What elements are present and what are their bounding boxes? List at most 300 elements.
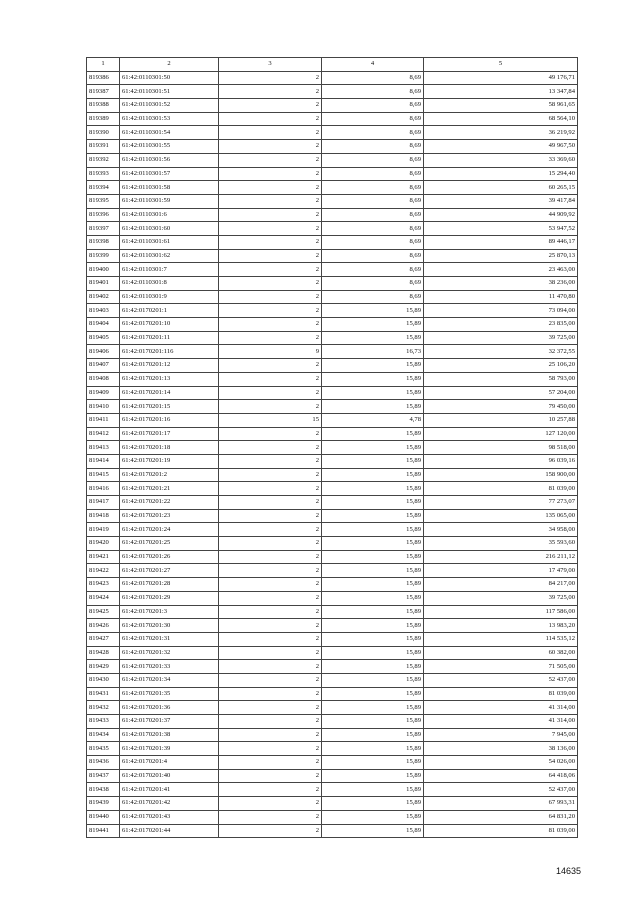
table-cell: 61:42:0110301:53 <box>120 112 219 126</box>
table-cell: 61:42:0110301:59 <box>120 194 219 208</box>
table-cell: 39 725,00 <box>424 591 578 605</box>
table-cell: 819419 <box>87 523 120 537</box>
table-cell: 61:42:0170201:37 <box>120 715 219 729</box>
table-cell: 819421 <box>87 550 120 564</box>
table-cell: 89 446,17 <box>424 235 578 249</box>
table-cell: 52 437,00 <box>424 783 578 797</box>
table-cell: 61:42:0170201:39 <box>120 742 219 756</box>
table-cell: 25 870,13 <box>424 249 578 263</box>
table-row <box>87 797 578 811</box>
table-cell: 15,89 <box>322 496 424 510</box>
table-cell: 2 <box>219 454 322 468</box>
table-row <box>87 632 578 646</box>
table-cell: 2 <box>219 222 322 236</box>
table-cell: 13 983,20 <box>424 619 578 633</box>
table-cell: 61:42:0170201:42 <box>120 797 219 811</box>
table-cell: 15,89 <box>322 824 424 838</box>
table-row <box>87 468 578 482</box>
table-cell: 8,69 <box>322 235 424 249</box>
table-row <box>87 181 578 195</box>
table-cell: 2 <box>219 85 322 99</box>
table-cell: 8,69 <box>322 194 424 208</box>
table-cell: 2 <box>219 769 322 783</box>
table-cell: 79 450,00 <box>424 400 578 414</box>
table-cell: 2 <box>219 660 322 674</box>
table-cell: 819396 <box>87 208 120 222</box>
table-row <box>87 208 578 222</box>
table-cell: 32 372,55 <box>424 345 578 359</box>
page-number: 14635 <box>556 866 582 876</box>
table-cell: 15,89 <box>322 742 424 756</box>
table-cell: 819429 <box>87 660 120 674</box>
table-cell: 35 593,60 <box>424 537 578 551</box>
table-cell: 819407 <box>87 359 120 373</box>
table-cell: 61:42:0170201:13 <box>120 372 219 386</box>
table-cell: 61:42:0170201:116 <box>120 345 219 359</box>
table-cell: 819403 <box>87 304 120 318</box>
table-cell: 8,69 <box>322 85 424 99</box>
table-cell: 819432 <box>87 701 120 715</box>
table-cell: 819404 <box>87 318 120 332</box>
table-cell: 58 793,00 <box>424 372 578 386</box>
table-row <box>87 263 578 277</box>
table-cell: 15,89 <box>322 468 424 482</box>
table-cell: 819438 <box>87 783 120 797</box>
table-cell: 61:42:0110301:58 <box>120 181 219 195</box>
table-cell: 61:42:0110301:50 <box>120 71 219 85</box>
table-cell: 8,69 <box>322 153 424 167</box>
table-cell: 61:42:0170201:14 <box>120 386 219 400</box>
table-cell: 15,89 <box>322 797 424 811</box>
table-cell: 2 <box>219 728 322 742</box>
table-cell: 61:42:0110301:62 <box>120 249 219 263</box>
table-cell: 61:42:0110301:57 <box>120 167 219 181</box>
table-cell: 819406 <box>87 345 120 359</box>
table-cell: 61:42:0170201:32 <box>120 646 219 660</box>
table-cell: 17 479,00 <box>424 564 578 578</box>
table-cell: 15,89 <box>322 550 424 564</box>
table-cell: 819395 <box>87 194 120 208</box>
table-cell: 61:42:0170201:31 <box>120 632 219 646</box>
column-header-3: 3 <box>219 58 322 72</box>
table-row <box>87 167 578 181</box>
table-row <box>87 496 578 510</box>
table-cell: 44 909,92 <box>424 208 578 222</box>
table-cell: 15,89 <box>322 523 424 537</box>
table-row <box>87 619 578 633</box>
table-row <box>87 454 578 468</box>
table-cell: 8,69 <box>322 99 424 113</box>
table-row <box>87 290 578 304</box>
table-cell: 15,89 <box>322 810 424 824</box>
table-cell: 819386 <box>87 71 120 85</box>
table-cell: 15,89 <box>322 318 424 332</box>
table-cell: 15,89 <box>322 331 424 345</box>
table-row <box>87 537 578 551</box>
table-cell: 2 <box>219 591 322 605</box>
table-row <box>87 194 578 208</box>
table-row <box>87 728 578 742</box>
table-cell: 16,73 <box>322 345 424 359</box>
table-cell: 61:42:0170201:44 <box>120 824 219 838</box>
table-row <box>87 304 578 318</box>
table-cell: 23 835,00 <box>424 318 578 332</box>
table-cell: 96 039,16 <box>424 454 578 468</box>
table-cell: 61:42:0170201:25 <box>120 537 219 551</box>
table-cell: 819422 <box>87 564 120 578</box>
table-cell: 8,69 <box>322 249 424 263</box>
table-cell: 61:42:0110301:55 <box>120 140 219 154</box>
table-cell: 61:42:0110301:6 <box>120 208 219 222</box>
table-row <box>87 140 578 154</box>
table-cell: 819430 <box>87 673 120 687</box>
table-cell: 15,89 <box>322 454 424 468</box>
table-cell: 2 <box>219 783 322 797</box>
table-cell: 819397 <box>87 222 120 236</box>
table-cell: 819394 <box>87 181 120 195</box>
table-cell: 8,69 <box>322 140 424 154</box>
table-cell: 819408 <box>87 372 120 386</box>
table-row <box>87 126 578 140</box>
table-cell: 819401 <box>87 277 120 291</box>
table-row <box>87 701 578 715</box>
table-cell: 61:42:0170201:26 <box>120 550 219 564</box>
table-cell: 64 831,20 <box>424 810 578 824</box>
table-cell: 61:42:0110301:52 <box>120 99 219 113</box>
table-cell: 819441 <box>87 824 120 838</box>
table-cell: 158 900,00 <box>424 468 578 482</box>
table-cell: 15,89 <box>322 304 424 318</box>
table-cell: 61:42:0170201:17 <box>120 427 219 441</box>
table-cell: 61:42:0170201:21 <box>120 482 219 496</box>
table-cell: 25 106,20 <box>424 359 578 373</box>
table-cell: 34 958,00 <box>424 523 578 537</box>
table-cell: 819405 <box>87 331 120 345</box>
table-cell: 819431 <box>87 687 120 701</box>
table-cell: 2 <box>219 359 322 373</box>
table-row <box>87 605 578 619</box>
table-row <box>87 235 578 249</box>
table-cell: 2 <box>219 632 322 646</box>
table-cell: 9 <box>219 345 322 359</box>
table-cell: 2 <box>219 797 322 811</box>
table-cell: 61:42:0170201:18 <box>120 441 219 455</box>
table-cell: 61:42:0170201:16 <box>120 413 219 427</box>
table-cell: 53 947,52 <box>424 222 578 236</box>
table-cell: 61:42:0170201:36 <box>120 701 219 715</box>
table-row <box>87 660 578 674</box>
table-cell: 15,89 <box>322 619 424 633</box>
table-cell: 15,89 <box>322 400 424 414</box>
table-cell: 2 <box>219 824 322 838</box>
table-row <box>87 71 578 85</box>
table-cell: 2 <box>219 167 322 181</box>
table-row <box>87 413 578 427</box>
table-cell: 15,89 <box>322 591 424 605</box>
table-cell: 2 <box>219 263 322 277</box>
table-cell: 2 <box>219 482 322 496</box>
table-cell: 39 417,84 <box>424 194 578 208</box>
table-cell: 2 <box>219 619 322 633</box>
table-cell: 61:42:0110301:54 <box>120 126 219 140</box>
table-cell: 2 <box>219 400 322 414</box>
table-cell: 2 <box>219 194 322 208</box>
table-cell: 84 217,00 <box>424 578 578 592</box>
table-cell: 54 026,00 <box>424 756 578 770</box>
table-cell: 23 463,00 <box>424 263 578 277</box>
table-cell: 2 <box>219 318 322 332</box>
table-cell: 819435 <box>87 742 120 756</box>
table-cell: 7 945,00 <box>424 728 578 742</box>
table-cell: 819400 <box>87 263 120 277</box>
table-cell: 2 <box>219 715 322 729</box>
table-cell: 2 <box>219 99 322 113</box>
table-cell: 81 039,00 <box>424 687 578 701</box>
table-cell: 819424 <box>87 591 120 605</box>
table-cell: 2 <box>219 153 322 167</box>
table-cell: 52 437,00 <box>424 673 578 687</box>
table-cell: 49 967,50 <box>424 140 578 154</box>
table-cell: 819427 <box>87 632 120 646</box>
table-cell: 2 <box>219 290 322 304</box>
column-header-4: 4 <box>322 58 424 72</box>
table-cell: 15,89 <box>322 701 424 715</box>
table-cell: 819393 <box>87 167 120 181</box>
table-cell: 117 586,00 <box>424 605 578 619</box>
table-cell: 2 <box>219 140 322 154</box>
table-cell: 8,69 <box>322 290 424 304</box>
table-row <box>87 386 578 400</box>
table-body <box>87 71 578 838</box>
column-header-5: 5 <box>424 58 578 72</box>
table-cell: 61:42:0170201:12 <box>120 359 219 373</box>
table-cell: 2 <box>219 509 322 523</box>
table-cell: 38 136,00 <box>424 742 578 756</box>
table-row <box>87 783 578 797</box>
table-row <box>87 318 578 332</box>
table-row <box>87 756 578 770</box>
table-cell: 15,89 <box>322 632 424 646</box>
table-cell: 819414 <box>87 454 120 468</box>
table-cell: 81 039,00 <box>424 824 578 838</box>
table-cell: 61:42:0170201:40 <box>120 769 219 783</box>
table-cell: 819418 <box>87 509 120 523</box>
table-cell: 2 <box>219 277 322 291</box>
table-row <box>87 564 578 578</box>
table-row <box>87 673 578 687</box>
table-cell: 8,69 <box>322 181 424 195</box>
table-cell: 61:42:0170201:29 <box>120 591 219 605</box>
table-cell: 61:42:0170201:43 <box>120 810 219 824</box>
table-row <box>87 277 578 291</box>
table-row <box>87 824 578 838</box>
table-cell: 2 <box>219 523 322 537</box>
table-cell: 8,69 <box>322 167 424 181</box>
table-cell: 38 236,00 <box>424 277 578 291</box>
table-cell: 8,69 <box>322 126 424 140</box>
table-cell: 64 418,06 <box>424 769 578 783</box>
table-cell: 15 <box>219 413 322 427</box>
table-row <box>87 359 578 373</box>
table-cell: 61:42:0110301:51 <box>120 85 219 99</box>
table-cell: 61:42:0170201:41 <box>120 783 219 797</box>
table-cell: 15,89 <box>322 564 424 578</box>
table-row <box>87 222 578 236</box>
table-cell: 2 <box>219 372 322 386</box>
table-cell: 61:42:0110301:9 <box>120 290 219 304</box>
table-cell: 819436 <box>87 756 120 770</box>
table-cell: 819387 <box>87 85 120 99</box>
table-row <box>87 523 578 537</box>
table-cell: 61:42:0170201:27 <box>120 564 219 578</box>
table-cell: 61:42:0170201:28 <box>120 578 219 592</box>
table-cell: 2 <box>219 427 322 441</box>
table-cell: 15,89 <box>322 687 424 701</box>
table-cell: 114 535,12 <box>424 632 578 646</box>
table-cell: 2 <box>219 810 322 824</box>
table-cell: 819416 <box>87 482 120 496</box>
table-cell: 8,69 <box>322 263 424 277</box>
column-header-1: 1 <box>87 58 120 72</box>
table-cell: 15,89 <box>322 359 424 373</box>
table-cell: 2 <box>219 605 322 619</box>
header-row <box>87 58 578 72</box>
table-cell: 819420 <box>87 537 120 551</box>
table-row <box>87 509 578 523</box>
table-row <box>87 99 578 113</box>
table-row <box>87 578 578 592</box>
table-cell: 2 <box>219 181 322 195</box>
table-cell: 2 <box>219 249 322 263</box>
table-cell: 2 <box>219 386 322 400</box>
table-cell: 61:42:0170201:1 <box>120 304 219 318</box>
table-cell: 2 <box>219 112 322 126</box>
table-cell: 15,89 <box>322 728 424 742</box>
table-cell: 216 211,12 <box>424 550 578 564</box>
table-cell: 61:42:0110301:60 <box>120 222 219 236</box>
table-row <box>87 742 578 756</box>
table-cell: 15,89 <box>322 756 424 770</box>
table-cell: 2 <box>219 441 322 455</box>
table-cell: 2 <box>219 496 322 510</box>
table-row <box>87 331 578 345</box>
table-cell: 819417 <box>87 496 120 510</box>
table-cell: 8,69 <box>322 71 424 85</box>
table-cell: 819389 <box>87 112 120 126</box>
table-cell: 2 <box>219 208 322 222</box>
table-cell: 819413 <box>87 441 120 455</box>
table-cell: 61:42:0170201:10 <box>120 318 219 332</box>
table-cell: 77 273,07 <box>424 496 578 510</box>
table-cell: 819390 <box>87 126 120 140</box>
table-cell: 2 <box>219 646 322 660</box>
table-cell: 61:42:0170201:34 <box>120 673 219 687</box>
table-cell: 2 <box>219 701 322 715</box>
table-cell: 2 <box>219 331 322 345</box>
table-cell: 61:42:0170201:2 <box>120 468 219 482</box>
table-cell: 15,89 <box>322 673 424 687</box>
table-cell: 819388 <box>87 99 120 113</box>
table-cell: 8,69 <box>322 112 424 126</box>
table-cell: 819439 <box>87 797 120 811</box>
table-cell: 15,89 <box>322 578 424 592</box>
table-cell: 73 094,00 <box>424 304 578 318</box>
table-cell: 15,89 <box>322 441 424 455</box>
table-cell: 68 564,10 <box>424 112 578 126</box>
table-cell: 15,89 <box>322 769 424 783</box>
table-cell: 58 961,65 <box>424 99 578 113</box>
table-cell: 819423 <box>87 578 120 592</box>
table-cell: 61:42:0170201:24 <box>120 523 219 537</box>
table-cell: 61:42:0170201:22 <box>120 496 219 510</box>
table-cell: 61:42:0110301:61 <box>120 235 219 249</box>
table-cell: 61:42:0170201:33 <box>120 660 219 674</box>
table-cell: 819409 <box>87 386 120 400</box>
table-cell: 15,89 <box>322 646 424 660</box>
table-cell: 135 065,00 <box>424 509 578 523</box>
column-header-2: 2 <box>120 58 219 72</box>
table-cell: 819440 <box>87 810 120 824</box>
table-cell: 15,89 <box>322 482 424 496</box>
table-cell: 2 <box>219 126 322 140</box>
table-cell: 13 347,84 <box>424 85 578 99</box>
table-row <box>87 112 578 126</box>
table-cell: 2 <box>219 235 322 249</box>
table-cell: 819411 <box>87 413 120 427</box>
table-cell: 49 176,71 <box>424 71 578 85</box>
table-row <box>87 85 578 99</box>
table-cell: 2 <box>219 673 322 687</box>
table-cell: 71 505,00 <box>424 660 578 674</box>
cadastral-table <box>86 57 578 838</box>
table-cell: 15,89 <box>322 537 424 551</box>
table-row <box>87 441 578 455</box>
table-cell: 819412 <box>87 427 120 441</box>
table-cell: 57 204,00 <box>424 386 578 400</box>
table-cell: 11 470,80 <box>424 290 578 304</box>
table-cell: 98 518,00 <box>424 441 578 455</box>
table-cell: 15,89 <box>322 386 424 400</box>
table-row <box>87 646 578 660</box>
table-cell: 819398 <box>87 235 120 249</box>
table-cell: 819433 <box>87 715 120 729</box>
table-cell: 819391 <box>87 140 120 154</box>
table-cell: 33 369,60 <box>424 153 578 167</box>
table-cell: 2 <box>219 468 322 482</box>
table-cell: 2 <box>219 304 322 318</box>
table-row <box>87 345 578 359</box>
table-cell: 2 <box>219 71 322 85</box>
table-cell: 819437 <box>87 769 120 783</box>
table-cell: 8,69 <box>322 222 424 236</box>
table-cell: 2 <box>219 564 322 578</box>
table-cell: 819392 <box>87 153 120 167</box>
table-cell: 15,89 <box>322 427 424 441</box>
table-cell: 2 <box>219 537 322 551</box>
table-row <box>87 153 578 167</box>
table-cell: 15,89 <box>322 715 424 729</box>
table-cell: 61:42:0170201:15 <box>120 400 219 414</box>
table-cell: 10 257,88 <box>424 413 578 427</box>
table-row <box>87 591 578 605</box>
table-cell: 61:42:0170201:3 <box>120 605 219 619</box>
table-cell: 2 <box>219 742 322 756</box>
table-cell: 819399 <box>87 249 120 263</box>
table-cell: 819425 <box>87 605 120 619</box>
table-row <box>87 769 578 783</box>
table-row <box>87 372 578 386</box>
table-cell: 61:42:0170201:35 <box>120 687 219 701</box>
